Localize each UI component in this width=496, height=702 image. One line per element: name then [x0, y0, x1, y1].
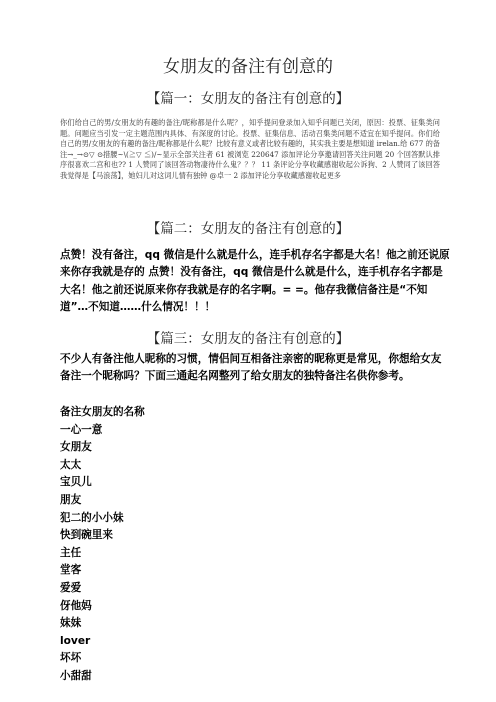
list-item: 朋友: [60, 493, 82, 506]
list-item: 坏坏: [60, 652, 82, 665]
list-item: 爱爱: [60, 581, 82, 594]
list-item: 妹妹: [60, 617, 82, 630]
list-item: lover: [60, 634, 91, 647]
document-title: 女朋友的备注有创意的: [163, 57, 333, 77]
list-item: 女朋友: [60, 441, 92, 454]
list-item: 太太: [60, 458, 82, 471]
list-item: 主任: [60, 546, 82, 559]
section-3-heading: 【篇三：女朋友的备注有创意的】: [146, 331, 350, 347]
nickname-list: [60, 404, 440, 686]
list-item: 宝贝儿: [60, 476, 92, 489]
section-3-intro: 不少人有备注他人昵称的习惯，情侣间互相备注亲密的昵称更是常见，你想给女友备注一个昵称吗？下面三通起名网整列了给女朋友的独特备注名供你参考。: [60, 353, 442, 383]
section-2-heading: 【篇二：女朋友的备注有创意的】: [146, 221, 350, 237]
section-1-body: 你们给自己的男/女朋友的有趣的备注/昵称都是什么呢？，知乎提问登录加入知乎问题已关闭，原因：投票、征集类问题。问题应当引发一定主题范围内具体、有深度的讨论。投票、征集信息、活动召集类问题不适宜在知乎提问。你们给自己的男/女朋友的有趣的备注/昵称都是什么呢？比较有意义或者比较有趣的，其实我主要是想知道 irelan.给 677 的备注→_→⊙▽ ⊙措腰~\(≧▽ ≦)/~显示全部关注者 61 被浏览 220647 添加评论分享邀请回答关注问题 20 个回答默认排序很喜欢二宫和也?? 1 人赞同了该回答动物凄待什么鬼？？？ 11 条评论分享收藏感谢收起公诉狗、2 人赞同了该回答我觉得是【马浪荡】，她妇儿对这词儿情有独钟 @卓一 2 添加评论分享收藏感谢收起更多: [60, 118, 440, 180]
list-item: 一心一意: [60, 423, 103, 436]
list-item: 伢他妈: [60, 599, 92, 612]
section-2-body: 点赞！没有备注，qq 微信是什么就是什么，连手机存名字都是大名！他之前还说原来你存我就是存的 点赞！没有备注，qq 微信是什么就是什么，连手机存名字都是大名！他之前还说原来你存我就是存的名字啊。= =。他存我微信备注是“不知道”…不知道……什么情况！！！: [60, 249, 450, 314]
list-item: 堂客: [60, 564, 82, 577]
list-title: 备注女朋友的名称: [60, 406, 145, 418]
list-item: 小甜甜: [60, 669, 92, 682]
list-item: 快到碗里来: [60, 529, 113, 542]
section-1-heading: 【篇一：女朋友的备注有创意的】: [146, 91, 350, 107]
list-item: 犯二的小小妹: [60, 511, 124, 524]
